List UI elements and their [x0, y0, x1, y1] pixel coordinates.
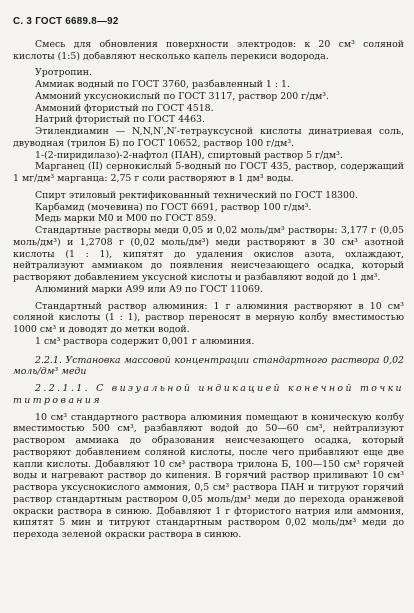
page-header: С. 3 ГОСТ 6689.8—92: [13, 16, 119, 27]
section-heading-2-2-1-1: 2.2.1.1. С визуальной индикацией конечной точки титрования: [13, 383, 404, 406]
paragraph-manganese: Марганец (II) сернокислый 5-водный по ГОСТ 435, раствор, содержащий 1 мг/дм³ марганца: 2,75 г соли растворяют в 1 дм³ воды.: [13, 161, 404, 184]
section-heading-2-2-1: 2.2.1. Установка массовой концентрации стандартного раствора 0,02 моль/дм³ меди: [13, 354, 404, 378]
paragraph-copper-standard: Стандартные растворы меди 0,05 и 0,02 моль/дм³ растворы: 3,177 г (0,05 моль/дм³) и 1,2708 г (0,02 моль/дм³) меди растворяют в 30 см³ азотной кислоты (1 : 1), кипятят до удаления окислов азота, охлаждают, нейтрализуют аммиаком до появления неисчезающего осадка, который растворяют добавлением уксусной кислоты и разбавляют водой до 1 дм³.: [13, 225, 404, 283]
paragraph-aluminium-content: 1 см³ раствора содержит 0,001 г алюминия.: [35, 335, 255, 347]
paragraph-sodium-fluoride: Натрий фтористый по ГОСТ 4463.: [35, 114, 205, 126]
paragraph-aluminium: Алюминий марки А99 или А9 по ГОСТ 11069.: [35, 283, 263, 295]
paragraph-pan: 1-(2-пиридилазо)-2-нафтол (ПАН), спиртовый раствор 5 г/дм³.: [35, 149, 343, 161]
paragraph-ammonium-fluoride: Аммоний фтористый по ГОСТ 4518.: [35, 102, 214, 114]
paragraph-trilon-b: Этилендиамин — N,N,N′,N′-тетрауксусной кислоты динатриевая соль, двуводная (трилон Б) по ГОСТ 10652, раствор 100 г/дм³.: [13, 126, 404, 149]
paragraph-ammonia: Аммиак водный по ГОСТ 3760, разбавленный 1 : 1.: [35, 79, 290, 90]
paragraph-electrode-mix: Смесь для обновления поверхности электродов: к 20 см³ соляной кислоты (1:5) добавляют несколько капель перекиси водорода.: [13, 38, 404, 62]
paragraph-urotropin: Уротропин.: [35, 67, 92, 79]
paragraph-copper: Медь марки М0 и М00 по ГОСТ 859.: [35, 213, 217, 225]
paragraph-ammonium-acetate: Аммоний уксуснокислый по ГОСТ 3117, раствор 200 г/дм³.: [35, 90, 330, 102]
paragraph-aluminium-standard: Стандартный раствор алюминия: 1 г алюминия растворяют в 10 см³ соляной кислоты (1 : 1), раствор переносят в мерную колбу вместимостью 1000 см³ и доводят до метки водой.: [13, 300, 404, 335]
paragraph-titration-procedure: 10 см³ стандартного раствора алюминия помещают в коническую колбу вместимостью 500 см³, разбавляют водой до 50—60 см³, нейтрализуют раствором аммиака до образования неисчезающего осадка, который растворяют добавлением соляной кислоты, после чего прибавляют еще две капли кислоты. Добавляют 10 см³ раствора трилона Б, 100—150 см³ горячей воды и нагревают раствор до кипения. В горячий раствор приливают 10 см³ раствора уксуснокислого аммония, 0,5 см³ раствора ПАН и титруют горячий раствор стандартным раствором 0,05 моль/дм³ меди до перехода оранжевой окраски раствора в синюю. Добавляют 1 г фтористого натрия или аммония, кипятят 5 мин и титруют стандартным раствором 0,02 моль/дм³ меди до перехода зеленой окраски раствора в синюю.: [13, 411, 404, 540]
paragraph-carbamide: Карбамид (мочевина) по ГОСТ 6691, раствор 100 г/дм³.: [35, 201, 312, 213]
paragraph-ethanol: Спирт этиловый ректификованный технический по ГОСТ 18300.: [35, 189, 358, 201]
